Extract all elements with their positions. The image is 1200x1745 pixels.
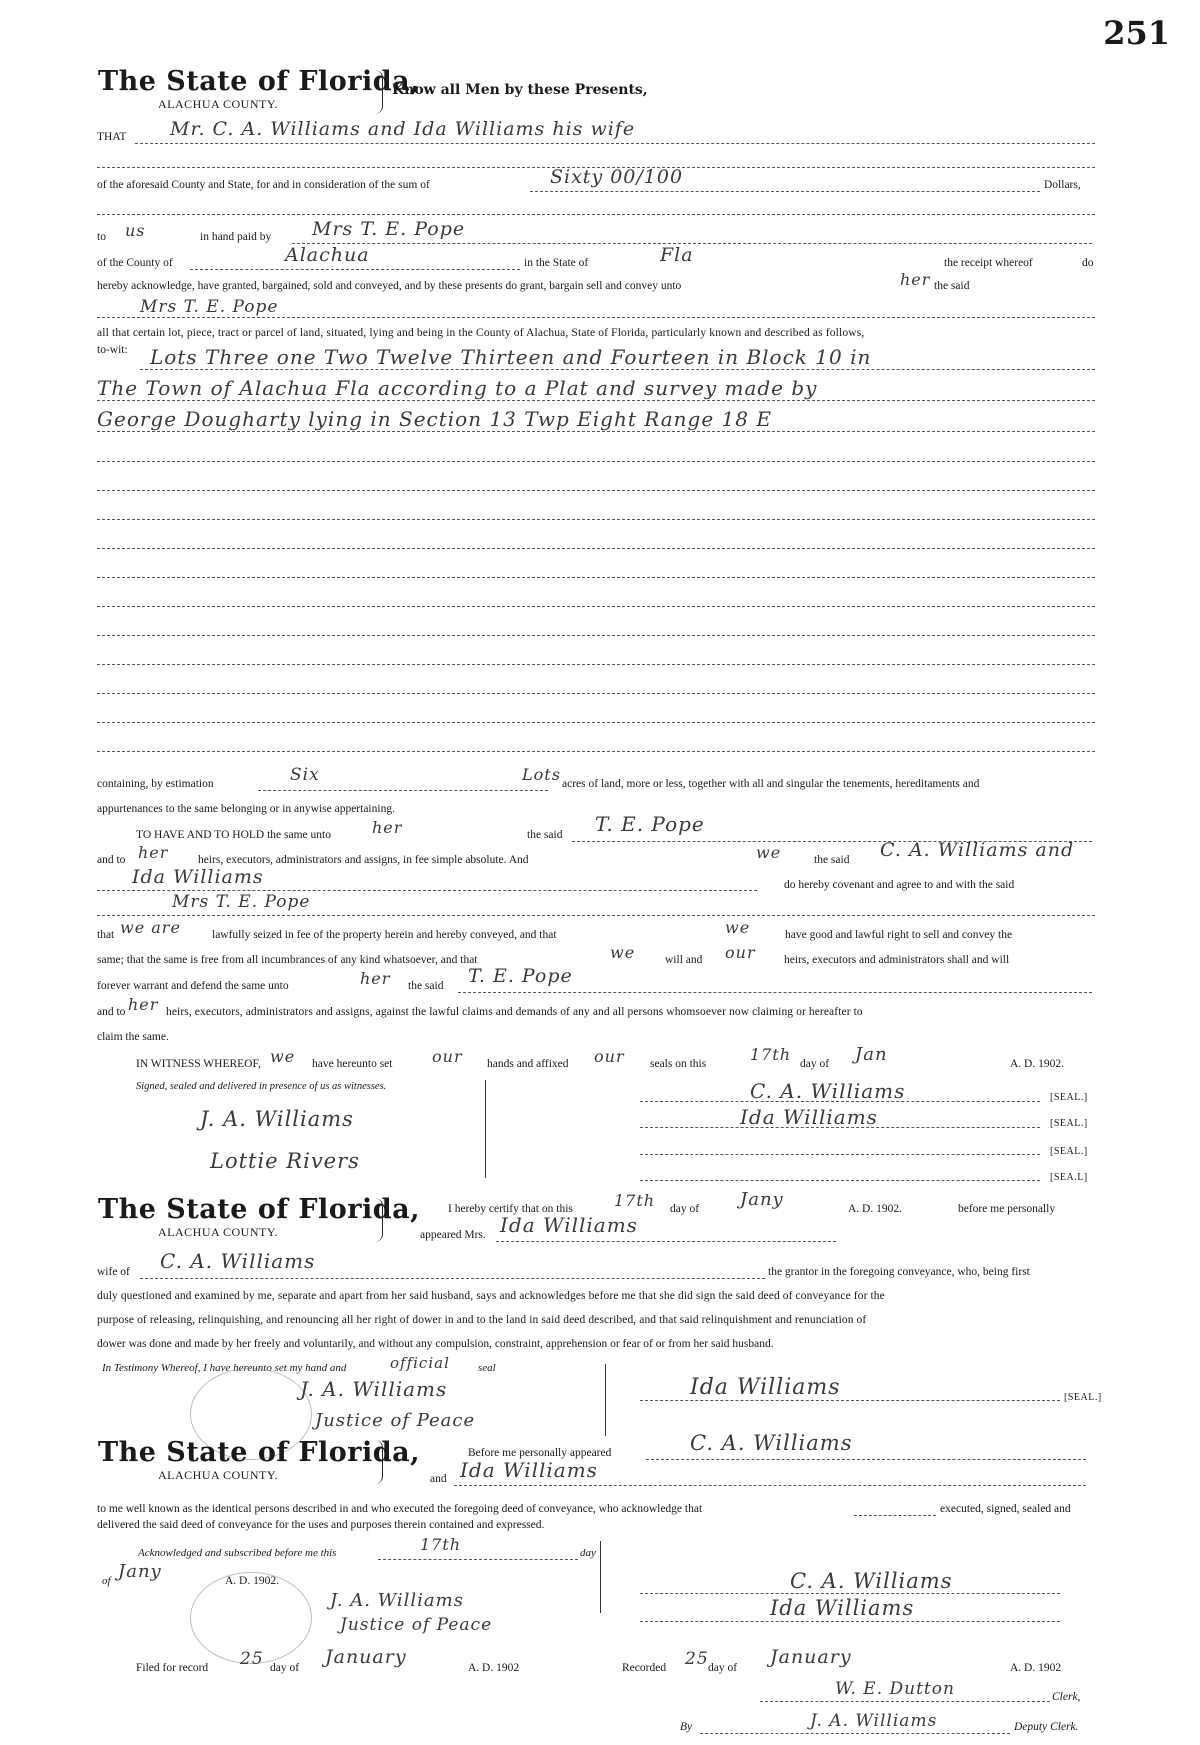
day-label: day	[580, 1547, 596, 1559]
witness-signature: Lottie Rivers	[210, 1149, 360, 1173]
witness-signature: J. A. Williams	[200, 1107, 354, 1131]
habendum-line: and to	[97, 854, 126, 866]
recorded-day-of: day of	[708, 1662, 738, 1674]
blank-line	[97, 461, 1095, 462]
habendum-line: lawfully seized in fee of the property herein and hereby conveyed, and that	[212, 929, 557, 941]
habendum-line: heirs, executors, administrators and assigns, in fee simple absolute. And	[198, 854, 529, 866]
recorded-ad: A. D. 1902	[1010, 1662, 1062, 1674]
wife-signature: Ida Williams	[690, 1375, 841, 1400]
habendum-line: heirs, executors, administrators and assigns, against the lawful claims and demands of any and all persons whomsoever now claiming or hereafter to	[166, 1006, 863, 1018]
appeared-label: appeared Mrs.	[420, 1229, 486, 1241]
seal-mark: [SEAL.]	[1050, 1146, 1088, 1157]
blank-line	[97, 722, 1095, 723]
acknowledge-text: hereby acknowledge, have granted, bargained, sold and conveyed, and by these presents do grant, bargain sell and convey unto	[97, 280, 682, 292]
fill-line	[458, 992, 1092, 993]
grantee-value: Mrs T. E. Pope	[140, 297, 279, 317]
fill-line	[135, 143, 1095, 144]
witness-line: hands and affixed	[487, 1058, 569, 1070]
signature-line	[640, 1180, 1040, 1181]
habendum-value: her	[360, 969, 391, 988]
receipt-label: the receipt whereof	[944, 257, 1033, 269]
testimony-text: In Testimony Whereof, I have hereunto set my hand and	[102, 1362, 347, 1374]
habendum-value: T. E. Pope	[468, 965, 573, 987]
signature-line	[640, 1400, 1060, 1401]
know-all-men: Know all Men by these Presents,	[392, 82, 648, 98]
seal-mark: [SEAL.]	[1050, 1092, 1088, 1103]
blank-line	[97, 490, 1095, 491]
habendum-value: we	[610, 943, 636, 962]
habendum-line: and to	[97, 1006, 126, 1018]
officer-signature: J. A. Williams	[330, 1590, 464, 1611]
certify-value: 17th	[614, 1191, 656, 1210]
habendum-value: T. E. Pope	[595, 812, 705, 836]
state-label: in the State of	[524, 257, 589, 269]
do-label: do	[1082, 257, 1094, 269]
grantor-signature: Ida Williams	[770, 1596, 915, 1620]
witness-line: have hereunto set	[312, 1058, 393, 1070]
signature-line	[640, 1621, 1060, 1622]
unto-value: her	[900, 270, 931, 289]
habendum-value: we	[756, 843, 782, 862]
wife-of-label: wife of	[97, 1266, 130, 1278]
page-number: 251	[1103, 14, 1170, 52]
seal-mark: [SEAL.]	[1050, 1118, 1088, 1129]
habendum-value: our	[725, 943, 756, 962]
brace	[374, 70, 383, 114]
fill-line	[454, 1485, 1086, 1486]
state-heading: The State of Florida,	[98, 1194, 421, 1225]
brace	[485, 1080, 486, 1178]
fill-line	[190, 269, 520, 270]
to-value: us	[125, 221, 146, 240]
executed-text: executed, signed, sealed and	[940, 1503, 1071, 1515]
county-of-value: Alachua	[285, 244, 370, 266]
grantor-signature: C. A. Williams	[750, 1079, 906, 1103]
fill-line	[530, 191, 1040, 192]
appearer-name: C. A. Williams	[690, 1431, 853, 1455]
fill-line	[646, 1459, 1086, 1460]
habendum-value: Ida Williams	[132, 866, 264, 888]
witness-line: A. D. 1902.	[1010, 1058, 1064, 1070]
brace	[605, 1364, 606, 1436]
county-label: ALACHUA COUNTY.	[158, 97, 278, 111]
habendum-line: do hereby covenant and agree to and with the said	[784, 879, 1015, 891]
ack-body-line: to me well known as the identical persons described in and who executed the foregoing deed of conveyance, who acknowledge that	[97, 1503, 703, 1515]
habendum-value: C. A. Williams and	[880, 839, 1075, 861]
appearer-name: Ida Williams	[460, 1458, 598, 1482]
witness-value: 17th	[750, 1045, 792, 1064]
habendum-line: the said	[814, 854, 850, 866]
appurtenances-text: appurtenances to the same belonging or in anywise appertaining.	[97, 803, 395, 815]
signature-line	[760, 1701, 1050, 1702]
parcel-text: all that certain lot, piece, tract or parcel of land, situated, lying and being in the County of Alachua, State of Florida, particularly known and described as follows,	[97, 327, 865, 339]
dollars-label: Dollars,	[1044, 179, 1081, 191]
officer-title: Justice of Peace	[340, 1615, 493, 1635]
witness-line: day of	[800, 1058, 830, 1070]
grantor-text: the grantor in the foregoing conveyance, who, being first	[768, 1266, 1030, 1278]
appeared-name: Ida Williams	[500, 1213, 638, 1237]
habendum-line: that	[97, 929, 115, 941]
blank-line	[97, 606, 1095, 607]
that-label: THAT	[97, 131, 127, 143]
ad-label: A. D. 1902.	[225, 1575, 279, 1587]
habendum-value: her	[372, 818, 403, 837]
acres-text: acres of land, more or less, together with all and singular the tenements, hereditaments and	[562, 778, 980, 790]
clerk-label: Clerk,	[1052, 1691, 1081, 1703]
filed-month: January	[325, 1646, 407, 1668]
habendum-line: will and	[665, 954, 703, 966]
signature-line	[700, 1733, 1010, 1734]
habendum-value: we are	[120, 918, 181, 937]
recorded-label: Recorded	[622, 1662, 667, 1674]
description-line: The Town of Alachua Fla according to a Plat and survey made by	[97, 376, 818, 400]
witness-line: IN WITNESS WHEREOF,	[136, 1058, 261, 1070]
before-label: Before me personally appeared	[468, 1447, 612, 1459]
brace	[600, 1541, 601, 1613]
signature-line	[640, 1154, 1040, 1155]
seal-mark: [SEAL.]	[1064, 1392, 1102, 1403]
witness-value: Jan	[855, 1044, 888, 1065]
habendum-line: heirs, executors and administrators shall and will	[784, 954, 1010, 966]
fill-line	[140, 369, 1095, 370]
habendum-value: her	[128, 995, 159, 1014]
ack-body-line: purpose of releasing, relinquishing, and renouncing all her right of dower in and to the land in said deed described, and that said relinquishment and renunciation of	[97, 1314, 867, 1326]
of-label: of	[102, 1575, 111, 1587]
habendum-value: her	[138, 843, 169, 862]
certify-line: A. D. 1902.	[848, 1203, 902, 1215]
deputy-label: Deputy Clerk.	[1014, 1721, 1079, 1733]
by-label: By	[680, 1721, 693, 1733]
recorded-day: 25	[685, 1649, 709, 1669]
fill-line	[97, 431, 1095, 432]
habendum-line: the said	[408, 980, 444, 992]
habendum-value: Mrs T. E. Pope	[172, 892, 311, 912]
fill-line	[854, 1515, 936, 1516]
filed-day: 25	[240, 1649, 264, 1669]
blank-line	[97, 635, 1095, 636]
state-heading: The State of Florida,	[98, 66, 421, 97]
signed-sealed-text: Signed, sealed and delivered in presence of us as witnesses.	[136, 1081, 387, 1092]
signature-line	[640, 1593, 1060, 1594]
brace	[374, 1440, 383, 1484]
fill-line	[378, 1559, 578, 1560]
officer-signature: J. A. Williams	[300, 1377, 448, 1401]
certify-line: day of	[670, 1203, 700, 1215]
county-of-label: of the County of	[97, 257, 173, 269]
county-label: ALACHUA COUNTY.	[158, 1225, 278, 1239]
grantor-signature: Ida Williams	[740, 1105, 878, 1129]
witness-line: seals on this	[650, 1058, 707, 1070]
habendum-value: we	[725, 918, 751, 937]
paid-by-value: Mrs T. E. Pope	[312, 218, 466, 240]
subscribed-day: 17th	[420, 1535, 462, 1554]
witness-value: our	[432, 1047, 463, 1066]
unit-value: Lots	[522, 765, 561, 784]
witness-value: we	[270, 1047, 296, 1066]
blank-line	[97, 751, 1095, 752]
testimony-hand: official	[390, 1354, 450, 1372]
the-said-label: the said	[934, 280, 970, 292]
state-value: Fla	[660, 244, 694, 266]
blank-line	[97, 693, 1095, 694]
subscribed-month: Jany	[118, 1561, 162, 1582]
containing-label: containing, by estimation	[97, 778, 214, 790]
ack-body-line: duly questioned and examined by me, separate and apart from her said husband, says and acknowledges before me that she did sign the said deed of conveyance for the	[97, 1290, 885, 1302]
habendum-line: claim the same.	[97, 1031, 169, 1043]
consideration-label: of the aforesaid County and State, for and in consideration of the sum of	[97, 179, 430, 191]
husband-name: C. A. Williams	[160, 1249, 316, 1273]
habendum-line: same; that the same is free from all incumbrances of any kind whatsoever, and that	[97, 954, 478, 966]
to-label: to	[97, 231, 106, 243]
description-line: Lots Three one Two Twelve Thirteen and Fourteen in Block 10 in	[150, 345, 872, 369]
certify-line: I hereby certify that on this	[448, 1203, 573, 1215]
blank-line	[97, 548, 1095, 549]
certify-value: Jany	[740, 1189, 784, 1210]
blank-line	[97, 664, 1095, 665]
containing-value: Six	[290, 765, 320, 785]
filed-ad: A. D. 1902	[468, 1662, 520, 1674]
sum-handwritten: Sixty 00/100	[550, 166, 684, 188]
certify-line: before me personally	[958, 1203, 1056, 1215]
recorded-month: January	[770, 1646, 852, 1668]
paid-by-label: in hand paid by	[200, 231, 272, 243]
seal-mark: [SEA.L]	[1050, 1172, 1088, 1183]
subscribed-label: Acknowledged and subscribed before me this	[138, 1547, 337, 1559]
fill-line	[97, 400, 1095, 401]
and-label: and	[430, 1473, 447, 1485]
ack-body-line: delivered the said deed of conveyance for the uses and purposes therein contained and expressed.	[97, 1519, 545, 1531]
officer-title: Justice of Peace	[315, 1410, 476, 1431]
habendum-line: the said	[527, 829, 563, 841]
fill-line	[496, 1241, 836, 1242]
to-wit-label: to-wit:	[97, 344, 128, 356]
ack-body-line: dower was done and made by her freely and voluntarily, and without any compulsion, constraint, apprehension or fear of or from her said husband.	[97, 1338, 774, 1350]
fill-line	[97, 214, 1095, 215]
habendum-line: TO HAVE AND TO HOLD the same unto	[136, 829, 331, 841]
county-label: ALACHUA COUNTY.	[158, 1468, 278, 1482]
grantor-signature: C. A. Williams	[790, 1569, 953, 1593]
day-of-label: day of	[270, 1662, 300, 1674]
state-heading: The State of Florida,	[98, 1437, 421, 1468]
blank-line	[97, 577, 1095, 578]
clerk-signature: W. E. Dutton	[835, 1679, 955, 1699]
filed-label: Filed for record	[136, 1662, 209, 1674]
fill-line	[140, 1278, 765, 1279]
grantors-handwritten: Mr. C. A. Williams and Ida Williams his wife	[170, 118, 636, 140]
description-line: George Dougharty lying in Section 13 Twp Eight Range 18 E	[97, 407, 772, 431]
blank-line	[97, 519, 1095, 520]
habendum-line: forever warrant and defend the same unto	[97, 980, 289, 992]
witness-value: our	[594, 1047, 625, 1066]
habendum-line: have good and lawful right to sell and convey the	[785, 929, 1013, 941]
fill-line	[97, 915, 1095, 916]
fill-line	[258, 790, 548, 791]
brace	[374, 1198, 383, 1242]
seal-text: seal	[478, 1362, 496, 1374]
deputy-signature: J. A. Williams	[810, 1711, 938, 1731]
